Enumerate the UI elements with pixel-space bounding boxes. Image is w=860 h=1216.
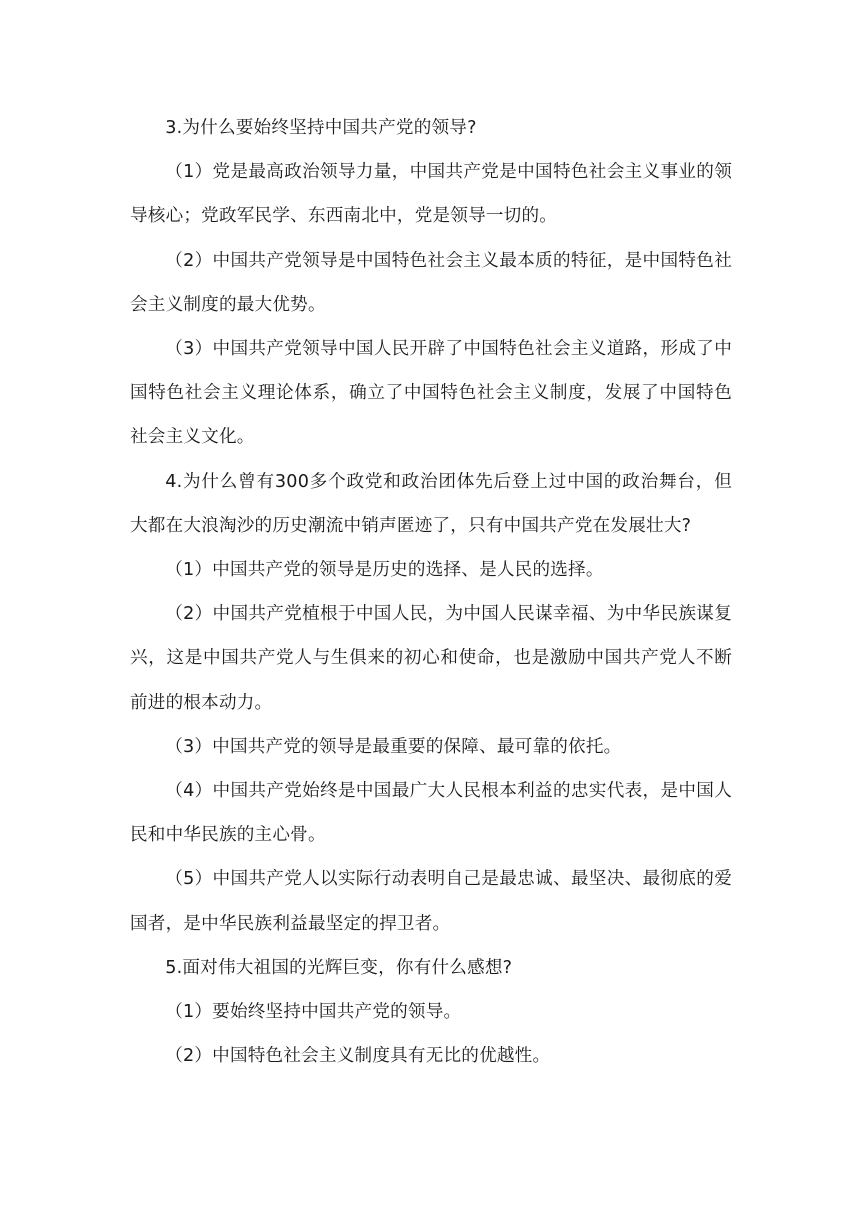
answer-5-point-2: （2）中国特色社会主义制度具有无比的优越性。 bbox=[165, 1046, 551, 1067]
question-3-heading: 3.为什么要始终坚持中国共产党的领导? bbox=[165, 118, 477, 138]
answer-3-point-3: （3）中国共产党领导中国人民开辟了中国特色社会主义道路，形成了中国特色社会主义理论体系，确立了中国特色社会主义制度，发展了中国特色社会主义文化。 bbox=[130, 339, 732, 448]
answer-4-point-1: （1）中国共产党的领导是历史的选择、是人民的选择。 bbox=[165, 560, 604, 581]
document-body bbox=[130, 106, 732, 1078]
answer-3-point-1: （1）党是最高政治领导力量，中国共产党是中国特色社会主义事业的领导核心；党政军民学、东西南北中，党是领导一切的。 bbox=[130, 162, 732, 227]
answer-4-point-5: （5）中国共产党人以实际行动表明自己是最忠诚、最坚决、最彻底的爱国者，是中华民族利益最坚定的捍卫者。 bbox=[130, 869, 732, 934]
question-5-heading: 5.面对伟大祖国的光辉巨变，你有什么感想? bbox=[165, 957, 513, 978]
answer-4-point-2: （2）中国共产党植根于中国人民，为中国人民谋幸福、为中华民族谋复兴，这是中国共产党人与生俱来的初心和使命，也是激励中国共产党人不断前进的根本动力。 bbox=[130, 604, 732, 713]
answer-4-point-4: （4）中国共产党始终是中国最广大人民根本利益的忠实代表，是中国人民和中华民族的主心骨。 bbox=[130, 781, 732, 846]
answer-5-point-1: （1）要始终坚持中国共产党的领导。 bbox=[165, 1002, 462, 1023]
answer-4-point-3: （3）中国共产党的领导是最重要的保障、最可靠的依托。 bbox=[165, 736, 622, 757]
answer-3-point-2: （2）中国共产党领导是中国特色社会主义最本质的特征，是中国特色社会主义制度的最大优势。 bbox=[130, 250, 732, 315]
question-4-heading: 4.为什么曾有300多个政党和政治团体先后登上过中国的政治舞台，但大都在大浪淘沙的历史潮流中销声匿迹了，只有中国共产党在发展壮大? bbox=[130, 471, 732, 536]
